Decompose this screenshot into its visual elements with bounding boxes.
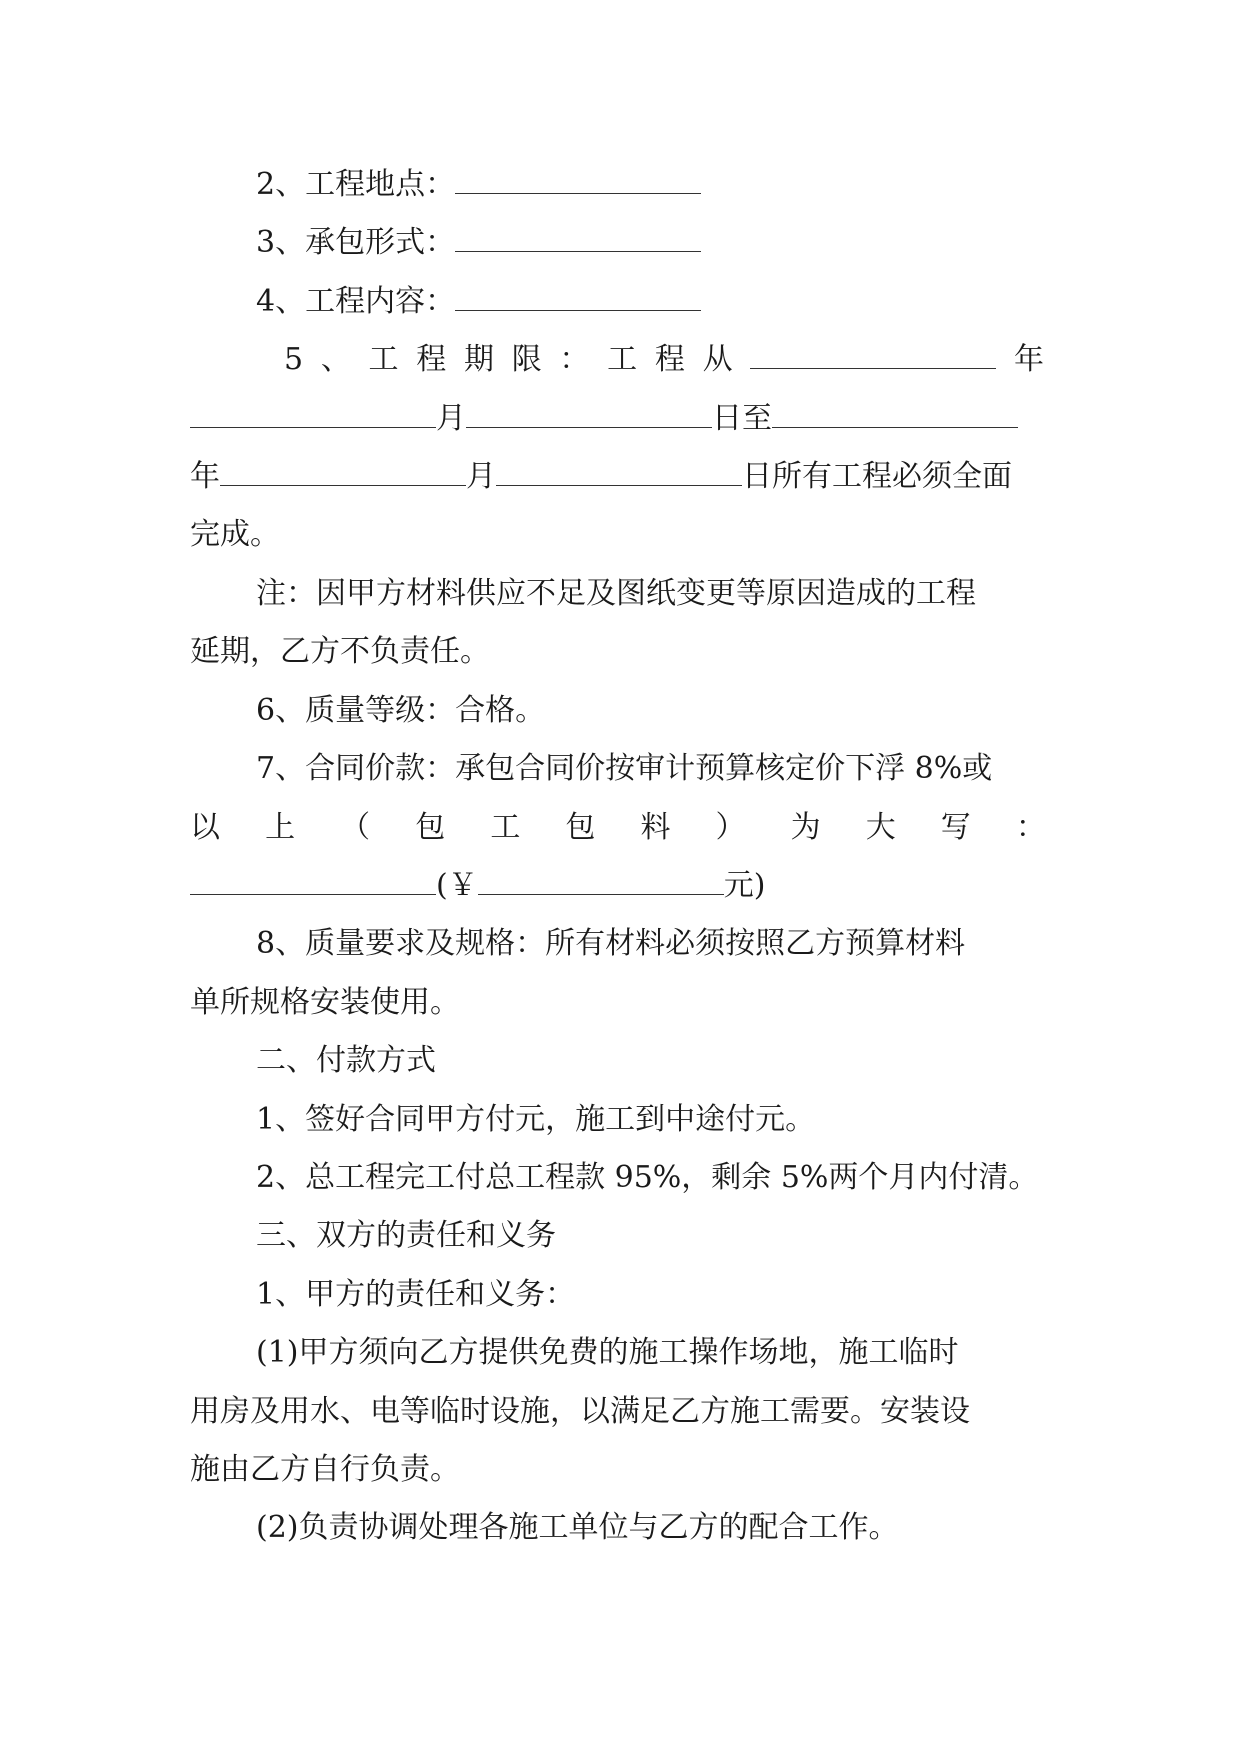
period-char: 工 [607,342,638,377]
payment-item-2 [256,1160,1076,1196]
item-contract-form-label: 3、承包形式： [256,225,456,260]
item-location-label: 2、工程地点： [256,167,456,202]
price-text: 7、合同价款：承包合同价按审计预算核定价下浮 8%或 [256,751,993,786]
price-char: 上 [265,810,296,845]
period-char: 5 [284,342,304,377]
price-char: 为 [790,810,821,845]
item-period-line4 [190,517,1050,553]
price-char: （ [340,810,371,845]
year-label: 年 [1014,342,1044,377]
duty-heading-text: 1、甲方的责任和义务： [256,1277,576,1312]
rmb-open: (￥ [436,868,478,903]
month-label: 月 [466,459,496,494]
period-char: 工 [368,342,399,377]
item-quality-grade [256,693,1056,729]
year-label: 年 [190,459,220,494]
section-duties-heading [256,1218,1056,1254]
item-period-spread [284,342,1044,378]
price-char: 以 [190,810,220,845]
period-char: ： [559,342,590,377]
end-month-blank [220,459,466,486]
item-price-line2 [190,810,1046,846]
completion-text: 日所有工程必须全面 [742,459,1012,494]
spec-text: 8、质量要求及规格：所有材料必须按照乙方预算材料 [256,926,966,961]
item-price-line1 [256,751,1056,787]
spec-text: 单所规格安装使用。 [190,985,460,1020]
content-blank [455,284,701,311]
payment-text: 2、总工程完工付总工程款 95%，剩余 5%两个月内付清。 [256,1160,1039,1195]
item-price-line3 [190,868,1050,904]
start-month-blank [190,401,436,428]
end-day-blank [496,459,742,486]
item-spec-line2 [190,985,1050,1021]
start-day-blank [466,401,712,428]
duty-text: 用房及用水、电等临时设施，以满足乙方施工需要。安装设 [190,1394,970,1429]
price-char: 料 [640,810,671,845]
end-year-blank [772,401,1018,428]
location-blank [455,167,701,194]
item-period-line1 [284,342,1044,378]
note-text: 延期，乙方不负责任。 [190,634,490,669]
duty-text: (1)甲方须向乙方提供免费的施工操作场地，施工临时 [256,1335,959,1370]
duty-text: 施由乙方自行负责。 [190,1452,460,1487]
start-year-blank [750,342,996,369]
month-label: 月 [436,401,466,436]
note-line1 [256,576,1056,612]
payment-item-1 [256,1102,1056,1138]
duty-2-line1 [256,1510,1056,1546]
item-spec-line1 [256,926,1056,962]
item-location [256,167,1056,203]
section-payment-heading [256,1043,1056,1079]
period-char: 程 [416,342,447,377]
rmb-close: 元) [723,868,766,903]
payment-text: 1、签好合同甲方付元，施工到中途付元。 [256,1102,816,1137]
item-content [256,284,1056,320]
item-period-line3 [190,459,1050,495]
price-char: 工 [490,810,521,845]
item-content-label: 4、工程内容： [256,284,456,319]
duty-1-line1 [256,1335,1056,1371]
quality-grade-text: 6、质量等级：合格。 [256,693,546,728]
contract-form-blank [455,225,701,252]
day-to-label: 日至 [712,401,772,436]
price-char: ） [715,810,746,845]
duty-party-a-heading [256,1277,1056,1313]
price-char: 写 [940,810,971,845]
period-char: 限 [511,342,542,377]
item-period-line2 [190,401,1050,437]
period-char: 、 [320,342,351,377]
section-title: 三、双方的责任和义务 [256,1218,556,1253]
duty-1-line2 [190,1394,1050,1430]
duty-text: (2)负责协调处理各施工单位与乙方的配合工作。 [256,1510,899,1545]
period-char: 从 [702,342,733,377]
price-char: 包 [415,810,446,845]
price-char: 大 [865,810,896,845]
duty-1-line3 [190,1452,1050,1488]
price-char: 包 [565,810,596,845]
completion-end-text: 完成。 [190,517,280,552]
period-char: 程 [654,342,685,377]
price-char: ： [1015,810,1046,845]
note-text: 注：因甲方材料供应不足及图纸变更等原因造成的工程 [256,576,976,611]
note-line2 [190,634,1050,670]
section-title: 二、付款方式 [256,1043,436,1078]
amount-number-blank [478,868,724,895]
period-char: 期 [463,342,494,377]
item-contract-form [256,225,1056,261]
amount-words-blank [190,868,436,895]
price-spread [190,810,1046,846]
